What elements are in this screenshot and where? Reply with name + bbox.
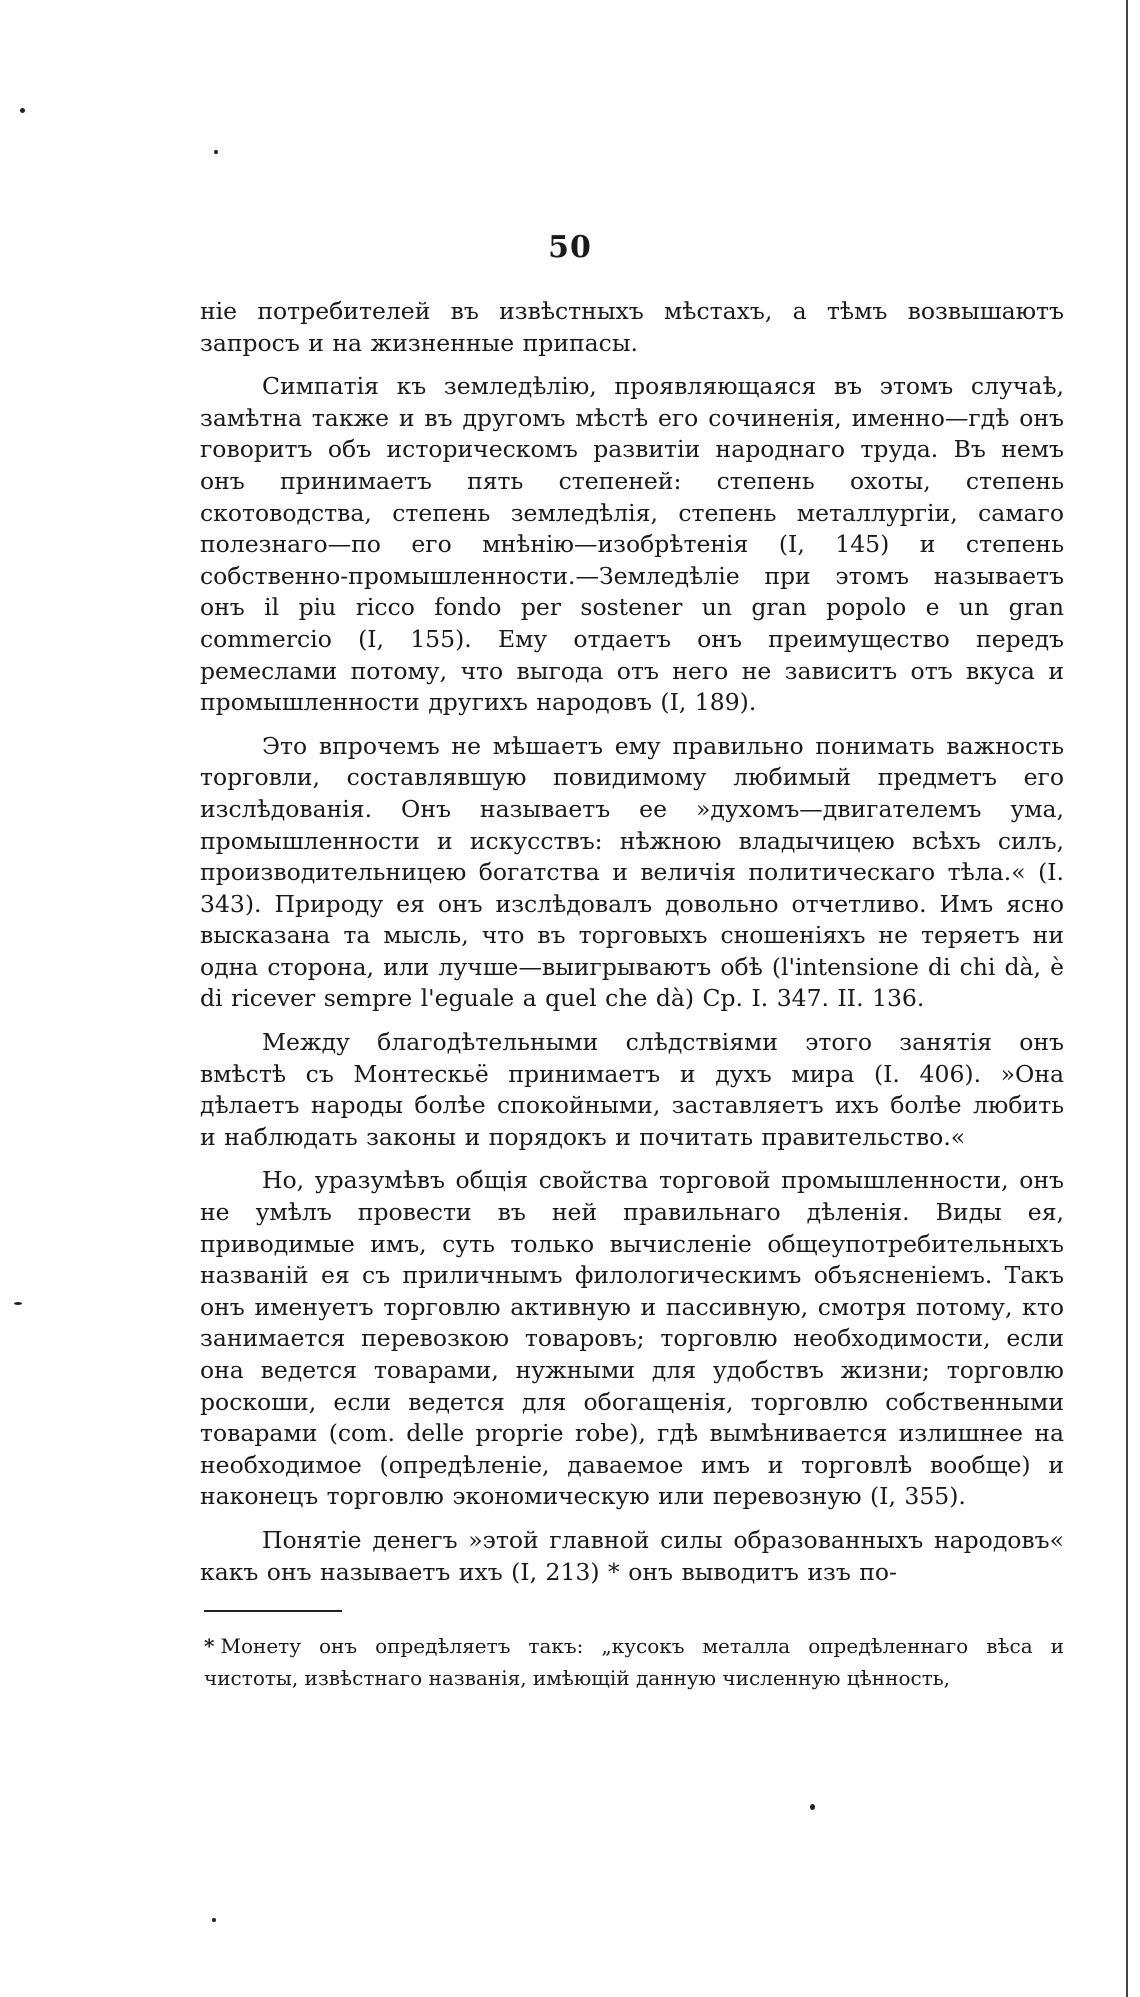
scan-speck [810, 1804, 815, 1810]
paragraph: Между благодѣтельными слѣдствіями этого занятія онъ вмѣстѣ съ Монтескьё принимаетъ и духъ мира (I. 406). »Она дѣлаетъ народы болѣе спокойными, заставляетъ ихъ болѣе любить и наблюдать законы и порядокъ и почитать правительство.« [200, 1028, 1064, 1151]
paragraph: Это впрочемъ не мѣшаетъ ему правильно понимать важность торговли, составлявшую повидимому любимый предметъ его изслѣдованія. Онъ называетъ ее »духомъ—двигателемъ ума, промышленности и искусствъ: нѣжною владычицею всѣхъ силъ, производительницею богатства и величія политическаго тѣла.« (I. 343). Природу ея онъ изслѣдовалъ довольно отчетливо. Имъ ясно высказана та мысль, что въ торговыхъ сношеніяхъ не теряетъ ни одна сторона, или лучше—выигрываютъ обѣ (l'intensione di chi dà, è di ricever sempre l'eguale a quel che dà) Ср. I. 347. II. 136. [200, 731, 1064, 1013]
scan-speck [214, 150, 218, 154]
footnote-rule [204, 1610, 342, 1612]
scan-speck [20, 108, 25, 113]
page-edge-line [1126, 0, 1128, 1997]
paragraph: Понятіе денегъ »этой главной силы образованныхъ народовъ« какъ онъ называетъ ихъ (I, 213) * онъ выводитъ изъ по- [200, 1525, 1064, 1586]
footnote [204, 1630, 1064, 1694]
body-text [200, 296, 1064, 1588]
footnote-marker: * [204, 1634, 215, 1658]
footnote-text: Монету онъ опредѣляетъ такъ: „кусокъ металла опредѣленнаго вѣса и чистоты, извѣстнаго названія, имѣющій данную численную цѣнность, [204, 1634, 1064, 1690]
page-number: 50 [548, 230, 592, 265]
scan-speck [14, 1302, 22, 1305]
paragraph: ніе потребителей въ извѣстныхъ мѣстахъ, а тѣмъ возвышаютъ запросъ и на жизненные припасы. [200, 297, 1064, 357]
scan-speck [212, 1918, 216, 1922]
paragraph: Но, уразумѣвъ общія свойства торговой промышленности, онъ не умѣлъ провести въ ней правильнаго дѣленія. Виды ея, приводимые имъ, суть только вычисленіе общеупотребительныхъ названій ея съ приличнымъ филологическимъ объясненіемъ. Такъ онъ именуетъ торговлю активную и пассивную, смотря потому, кто занимается перевозкою товаровъ; торговлю необходимости, если она ведется товарами, нужными для удобствъ жизни; торговлю роскоши, если ведется для обогащенія, торговлю собственными товарами (com. delle proprie robe), гдѣ вымѣнивается излишнее на необходимое (опредѣленіе, даваемое имъ и торговлѣ вообще) и наконецъ торговлю экономическую или перевозную (I, 355). [200, 1166, 1064, 1511]
paragraph: Симпатія къ земледѣлію, проявляющаяся въ этомъ случаѣ, замѣтна также и въ другомъ мѣстѣ его сочиненія, именно—гдѣ онъ говоритъ объ историческомъ развитіи народнаго труда. Въ немъ онъ принимаетъ пять степеней: степень охоты, степень скотоводства, степень земледѣлія, степень металлургіи, самаго полезнаго—по его мнѣнію—изобрѣтенія (I, 145) и степень собственно-промышленности.—Земледѣліе при этомъ называетъ онъ il piu ricco fondo per sostener un gran popolo e un gran commercio (I, 155). Ему отдаетъ онъ преимущество передъ ремеслами потому, что выгода отъ него не зависитъ отъ вкуса и промышленности другихъ народовъ (I, 189). [200, 372, 1064, 717]
